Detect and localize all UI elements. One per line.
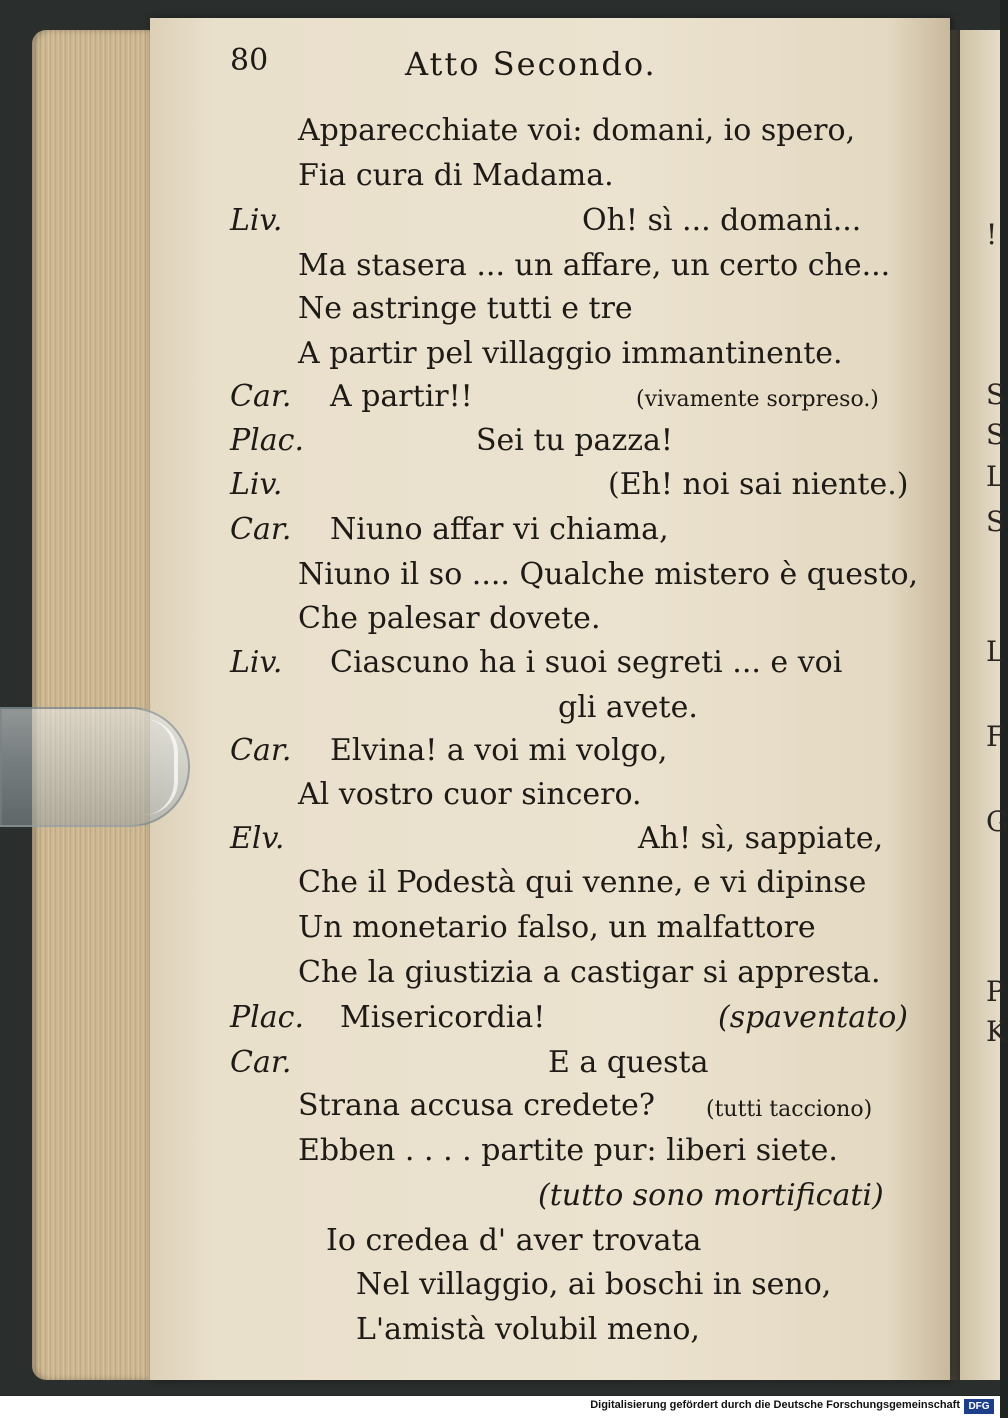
speaker-label: Car.	[230, 1045, 292, 1080]
text-line: Nel villaggio, ai boschi in seno,	[356, 1267, 832, 1302]
speaker-label: Liv.	[230, 203, 283, 238]
text-line: Un monetario falso, un malfattore	[298, 910, 816, 945]
stage-direction: (spaventato)	[718, 1000, 908, 1035]
digitization-credit: Digitalisierung gefördert durch die Deutsche Forschungsgemeinschaft	[590, 1399, 960, 1411]
dfg-logo: DFG	[964, 1399, 994, 1414]
text-line: Ebben . . . . partite pur: liberi siete.	[298, 1133, 838, 1168]
next-page-sliver	[960, 30, 1008, 1380]
text-line: L'amistà volubil meno,	[356, 1312, 700, 1347]
footer-bar	[0, 1396, 1000, 1418]
next-page-glyph: S	[986, 505, 1006, 538]
page-clip	[0, 707, 190, 827]
text-line: Elvina! a voi mi volgo,	[330, 733, 668, 768]
text-line: Niuno il so .... Qualche mistero è questo,	[298, 557, 919, 592]
text-line: Ciascuno ha i suoi segreti ... e voi	[330, 645, 843, 680]
text-line: Misericordia!	[340, 1000, 546, 1035]
speaker-label: Plac.	[230, 423, 305, 458]
speaker-label: Car.	[230, 512, 292, 547]
text-line: Fia cura di Madama.	[298, 158, 614, 193]
stage-direction: (vivamente sorpreso.)	[636, 387, 879, 412]
text-line: Io credea d' aver trovata	[326, 1223, 702, 1258]
text-line: A partir!!	[330, 379, 473, 414]
text-line: Che la giustizia a castigar si appresta.	[298, 955, 881, 990]
text-line: Apparecchiate voi: domani, io spero,	[298, 113, 856, 148]
stage-direction: (Eh! noi sai niente.)	[608, 467, 909, 502]
book-page	[150, 18, 950, 1380]
next-page-glyph: L	[986, 460, 1005, 493]
next-page-glyph: F	[986, 720, 1006, 753]
text-line: Sei tu pazza!	[476, 423, 673, 458]
next-page-glyph: G	[986, 805, 1008, 838]
speaker-label: Car.	[230, 733, 292, 768]
text-line: Niuno affar vi chiama,	[330, 512, 669, 547]
text-line: Che il Podestà qui venne, e vi dipinse	[298, 865, 867, 900]
running-title: Atto Secondo.	[405, 45, 657, 83]
speaker-label: Liv.	[230, 645, 283, 680]
speaker-label: Liv.	[230, 467, 283, 502]
text-line: A partir pel villaggio immantinente.	[298, 336, 843, 371]
stage-direction: (tutto sono mortificati)	[538, 1178, 884, 1213]
next-page-glyph: S	[986, 418, 1006, 451]
text-line: gli avete.	[558, 690, 698, 725]
speaker-label: Plac.	[230, 1000, 305, 1035]
text-line: E a questa	[548, 1045, 709, 1080]
text-line: Ma stasera ... un affare, un certo che...	[298, 248, 891, 283]
text-line: Che palesar dovete.	[298, 601, 601, 636]
next-page-glyph: !	[986, 218, 998, 251]
stage-direction: (tutti tacciono)	[706, 1097, 873, 1122]
next-page-glyph: S	[986, 378, 1006, 411]
text-line: Ah! sì, sappiate,	[638, 821, 884, 856]
text-line: Oh! sì ... domani...	[582, 203, 862, 238]
speaker-label: Elv.	[230, 821, 285, 856]
next-page-glyph: K	[986, 1015, 1007, 1048]
speaker-label: Car.	[230, 379, 292, 414]
page-number: 80	[230, 43, 269, 78]
next-page-glyph: P	[986, 975, 1005, 1008]
text-line: Ne astringe tutti e tre	[298, 291, 633, 326]
text-line: Al vostro cuor sincero.	[298, 777, 642, 812]
text-line: Strana accusa credete?	[298, 1088, 655, 1123]
next-page-glyph: L	[986, 635, 1005, 668]
